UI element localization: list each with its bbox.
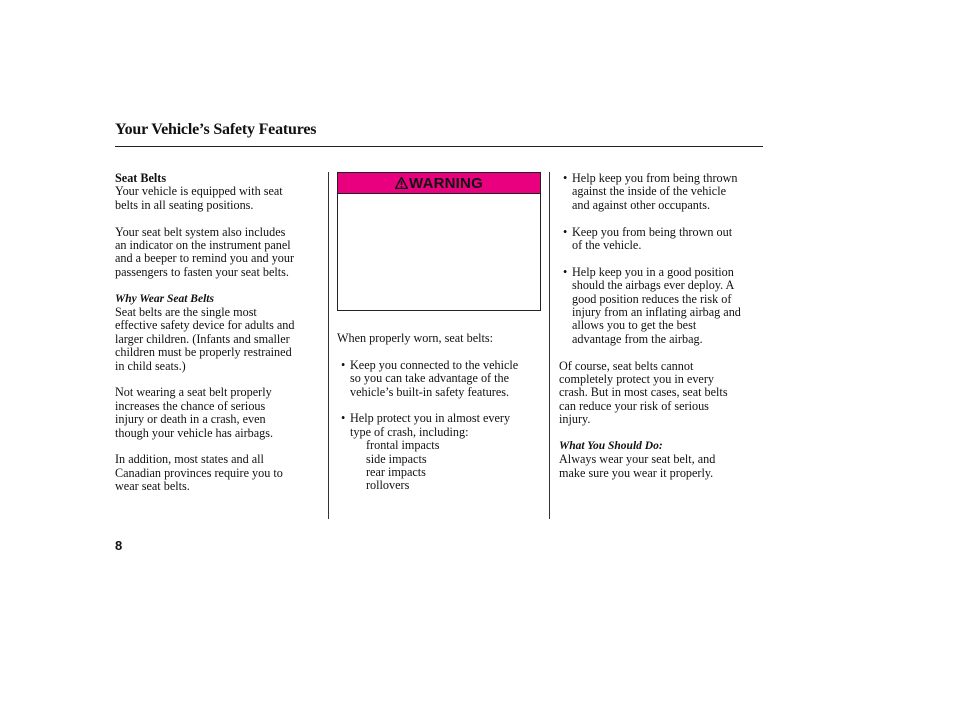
text-line: effective safety device for adults and — [115, 318, 295, 333]
text-line: larger children. (Infants and smaller — [115, 331, 290, 346]
text-line: Always wear your seat belt, and — [559, 452, 716, 467]
column-left — [115, 172, 320, 494]
text-line: completely protect you in every — [559, 372, 714, 387]
paragraph — [115, 226, 320, 280]
text-line: belts in all seating positions. — [115, 197, 254, 212]
warning-label: WARNING — [409, 174, 483, 192]
text-line: and against other occupants. — [572, 197, 711, 212]
crash-type: rollovers — [366, 478, 410, 493]
warning-box — [337, 172, 541, 311]
intro-text: When properly worn, seat belts: — [337, 331, 494, 345]
text-line: injury from an inflating airbag and — [572, 305, 741, 320]
text-line: increases the chance of serious — [115, 398, 266, 413]
column-divider — [328, 172, 329, 519]
text-line: allows you to get the best — [572, 318, 697, 333]
text-line: advantage from the airbag. — [572, 331, 703, 346]
text-line: vehicle’s built-in safety features. — [350, 384, 510, 399]
list-item: • Keep you from being thrown out of the vehicle. — [563, 224, 733, 253]
text-line: Help keep you in a good position — [572, 264, 734, 279]
text-line: injury or death in a crash, even — [115, 412, 266, 427]
paragraph — [115, 306, 320, 373]
list-item: • Help protect you in almost every type of crash, including: — [341, 411, 511, 439]
text-line: should the airbags ever deploy. A — [572, 278, 735, 293]
text-line: and a beeper to remind you and your — [115, 251, 295, 266]
text-line: children must be properly restrained — [115, 345, 292, 360]
column-middle — [337, 332, 543, 493]
text-line: of the vehicle. — [572, 238, 642, 253]
text-line: wear seat belts. — [115, 479, 190, 494]
text-line: In addition, most states and all — [115, 452, 264, 467]
text-line: against the inside of the vehicle — [572, 184, 726, 199]
crash-type: frontal impacts — [366, 438, 440, 453]
text-line: injury. — [559, 412, 591, 427]
text-line: Help keep you from being thrown — [572, 171, 738, 185]
warning-triangle-icon — [395, 177, 408, 189]
subheading-why-wear: Why Wear Seat Belts — [115, 292, 214, 305]
text-line: good position reduces the risk of — [572, 291, 732, 306]
title-rule — [115, 146, 763, 147]
crash-type-list — [337, 439, 543, 493]
text-line: Not wearing a seat belt properly — [115, 385, 272, 400]
paragraph — [115, 386, 320, 440]
text-line: passengers to fasten your seat belts. — [115, 264, 289, 279]
text-line: Canadian provinces require you to — [115, 465, 283, 480]
text-line: Help protect you in almost every — [350, 411, 511, 426]
list-item: • Help keep you from being thrown against the inside of the vehicle and against other occupants. — [563, 171, 738, 212]
paragraph — [115, 453, 320, 493]
column-right — [559, 172, 764, 480]
list-item: • Help keep you in a good position should the airbags ever deploy. A good position reduces the risk of injury from an inflating airbag and allows you to get the best advantage from the airbag. — [563, 264, 741, 346]
paragraph — [559, 360, 764, 427]
paragraph — [559, 453, 764, 480]
text-line: Keep you from being thrown out — [572, 224, 733, 239]
crash-type: rear impacts — [366, 465, 426, 480]
text-line: so you can take advantage of the — [350, 371, 510, 386]
text-line: in child seats.) — [115, 358, 186, 373]
text-line: Your seat belt system also includes — [115, 224, 286, 239]
section-heading-seat-belts: Seat Belts — [115, 171, 167, 185]
page-number: 8 — [115, 538, 123, 553]
text-line: crash. But in most cases, seat belts — [559, 385, 728, 400]
subheading-what-you-should-do: What You Should Do: — [559, 440, 663, 453]
crash-type: side impacts — [366, 451, 427, 466]
text-line: can reduce your risk of serious — [559, 398, 709, 413]
page-title: Your Vehicle’s Safety Features — [115, 121, 317, 138]
paragraph — [115, 185, 320, 212]
list-item: • Keep you connected to the vehicle so you can take advantage of the vehicle’s built-in safety features. — [341, 357, 519, 399]
text-line: Keep you connected to the vehicle — [350, 357, 519, 372]
column-divider — [549, 172, 550, 519]
text-line: an indicator on the instrument panel — [115, 238, 291, 253]
text-line: Your vehicle is equipped with seat — [115, 184, 283, 199]
text-line: make sure you wear it properly. — [559, 465, 714, 480]
text-line: Of course, seat belts cannot — [559, 358, 694, 373]
text-line: type of crash, including: — [350, 424, 469, 439]
warning-header — [338, 173, 540, 194]
text-line: though your vehicle has airbags. — [115, 425, 274, 440]
text-line: Seat belts are the single most — [115, 305, 257, 320]
